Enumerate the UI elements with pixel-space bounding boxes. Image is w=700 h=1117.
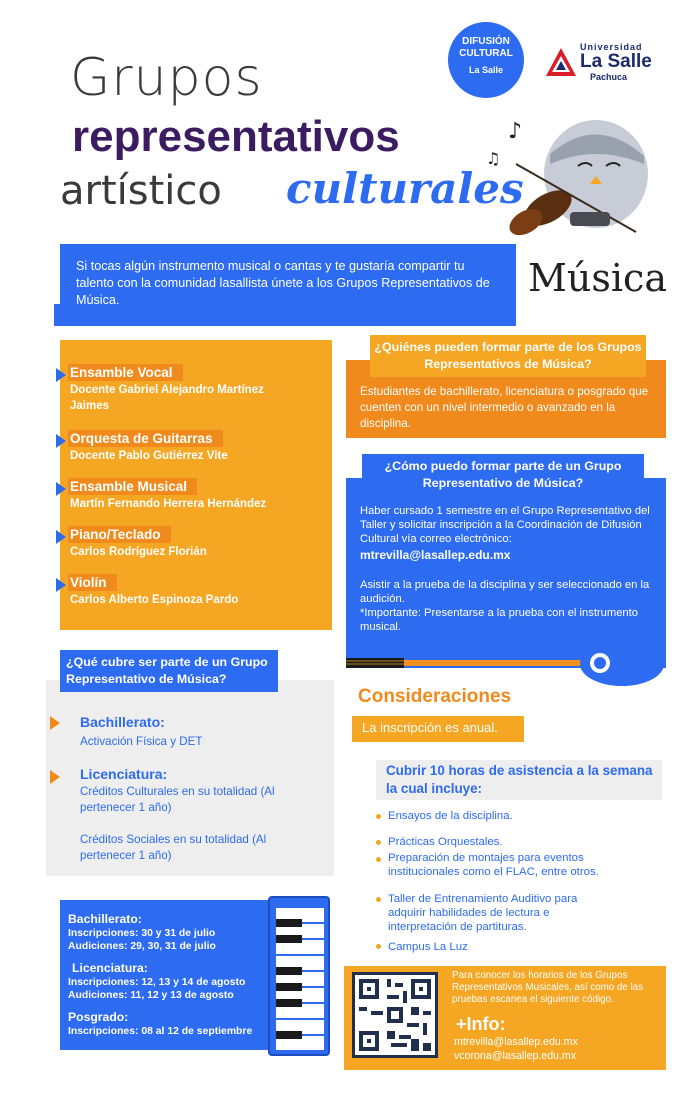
dates-pos-head: Posgrado: — [68, 1010, 129, 1024]
intro-box: Si tocas algún instrumento musical o cantas y te gustaría compartir tu talento con la comunidad lasallista únete a los Grupos Representativos de Música. — [60, 244, 516, 326]
lasalle-star-icon — [544, 46, 578, 80]
how-step1: Haber cursado 1 semestre en el Grupo Representativo del Taller y solicitar inscripción a la Coordinación de Difusión Cultural vía correo electrónico: — [360, 505, 650, 545]
dates-pos-inscripciones: Inscripciones: 08 al 12 de septiembre — [68, 1026, 253, 1037]
ensemble-director: Martín Fernando Herrera Hernández — [70, 498, 267, 510]
bird-violin-mascot — [486, 104, 656, 246]
considerations-head: Cubrir 10 horas de asistencia a la semana la cual incluye: — [376, 760, 662, 800]
ensemble-name: Violín — [68, 574, 117, 591]
info-plus: +Info: — [456, 1014, 506, 1034]
svg-text:♫: ♫ — [486, 149, 501, 168]
how-to-title: ¿Cómo puedo formar parte de un Grupo Representativo de Música? — [362, 452, 644, 494]
ensemble-item — [68, 526, 207, 560]
how-step2: Asistir a la prueba de la disciplina y ser seleccionado en la audición. — [360, 579, 650, 605]
what-head-lic: Licenciatura: — [80, 766, 168, 782]
title-line3b: culturales — [286, 164, 524, 213]
what-covers-title: ¿Qué cubre ser parte de un Grupo Representativo de Música? — [60, 650, 278, 692]
triangle-bullet-icon — [50, 716, 60, 730]
info-email-1[interactable]: mtrevilla@lasallep.edu.mx — [454, 1036, 578, 1048]
svg-text:♪: ♪ — [508, 119, 523, 144]
category-label: Música — [528, 256, 667, 300]
info-text: Para conocer los horarios de los Grupos Representativos Musicales, así como de las pruebas escanea el siguiente código. — [452, 970, 644, 1005]
what-text-lic2: Créditos Sociales en su totalidad (Al pertenecer 1 año) — [80, 833, 267, 862]
consideration-item: Preparación de montajes para eventos institucionales como el FLAC, entre otros. — [388, 852, 599, 878]
consideration-item: Ensayos de la disciplina. — [388, 810, 513, 822]
consideration-item: Campus La Luz — [388, 941, 468, 953]
consideration-item: Taller de Entrenamiento Auditivo para adquirir habilidades de lectura e interpretación de partituras. — [388, 893, 578, 933]
dot-bullet-icon — [376, 840, 381, 845]
dates-bach-inscripciones: Inscripciones: 30 y 31 de julio — [68, 928, 216, 939]
how-email: mtrevilla@lasallep.edu.mx — [360, 548, 511, 562]
triangle-bullet-icon — [50, 770, 60, 784]
qr-pattern-icon — [355, 975, 435, 1055]
keyboard-icon — [268, 896, 330, 1056]
ensemble-name: Orquesta de Guitarras — [68, 430, 223, 447]
qr-code[interactable] — [352, 972, 438, 1058]
triangle-bullet-icon — [56, 434, 66, 448]
triangle-bullet-icon — [56, 482, 66, 496]
triangle-bullet-icon — [56, 578, 66, 592]
ensemble-director: Docente Pablo Gutiérrez Vite — [70, 450, 228, 462]
dot-bullet-icon — [376, 857, 381, 862]
who-can-box: Estudiantes de bachillerato, licenciatura o posgrado que cuenten con un nivel intermedio o avanzado en la disciplina. — [346, 360, 666, 438]
dot-bullet-icon — [376, 897, 381, 902]
dot-bullet-icon — [376, 944, 381, 949]
dates-lic-head: Licenciatura: — [72, 961, 148, 975]
ensemble-director: Carlos Rodríguez Florián — [70, 546, 207, 558]
dates-bach-head: Bachillerato: — [68, 912, 142, 926]
what-text-bach: Activación Física y DET — [80, 735, 203, 748]
difusion-cultural-logo: DIFUSIÓN CULTURAL La Salle — [448, 22, 524, 98]
ensemble-item — [68, 364, 298, 414]
info-email-2[interactable]: vcorona@lasallep.edu.mx — [454, 1050, 577, 1062]
ensemble-director: Docente Gabriel Alejandro Martínez Jaimes — [70, 384, 264, 412]
ensemble-name: Ensamble Musical — [68, 478, 197, 495]
triangle-bullet-icon — [56, 530, 66, 544]
ensemble-item — [68, 574, 238, 608]
what-head-bach: Bachillerato: — [80, 714, 165, 730]
what-covers-box — [46, 680, 334, 876]
ensemble-director: Carlos Alberto Espinoza Pardo — [70, 594, 239, 606]
consideration-item: Prácticas Orquestales. — [388, 836, 503, 848]
what-text-lic: Créditos Culturales en su totalidad (Al pertenecer 1 año) — [80, 785, 275, 814]
considerations-pill: La inscripción es anual. — [352, 716, 524, 742]
ensemble-item — [68, 430, 228, 464]
ensemble-name: Piano/Teclado — [68, 526, 171, 543]
triangle-bullet-icon — [56, 368, 66, 382]
dot-bullet-icon — [376, 814, 381, 819]
ensemble-item — [68, 478, 266, 512]
how-note: *Importante: Presentarse a la prueba con el instrumento musical. — [360, 607, 638, 633]
dates-lic-inscripciones: Inscripciones: 12, 13 y 14 de agosto — [68, 977, 246, 988]
title-line3a: artístico — [60, 168, 222, 214]
guitar-illustration — [340, 630, 670, 690]
ensembles-panel — [60, 340, 332, 630]
considerations-title: Consideraciones — [358, 686, 512, 707]
dates-lic-audiciones: Audiciones: 11, 12 y 13 de agosto — [68, 990, 234, 1001]
title-line2: representativos — [72, 112, 400, 161]
lasalle-logo: Universidad La Salle Pachuca — [544, 42, 664, 88]
who-can-title: ¿Quiénes pueden formar parte de los Grupos Representativos de Música? — [370, 335, 646, 377]
dates-bach-audiciones: Audiciones: 29, 30, 31 de julio — [68, 941, 216, 952]
ensemble-name: Ensamble Vocal — [68, 364, 183, 381]
title-line1: Grupos — [70, 48, 263, 108]
